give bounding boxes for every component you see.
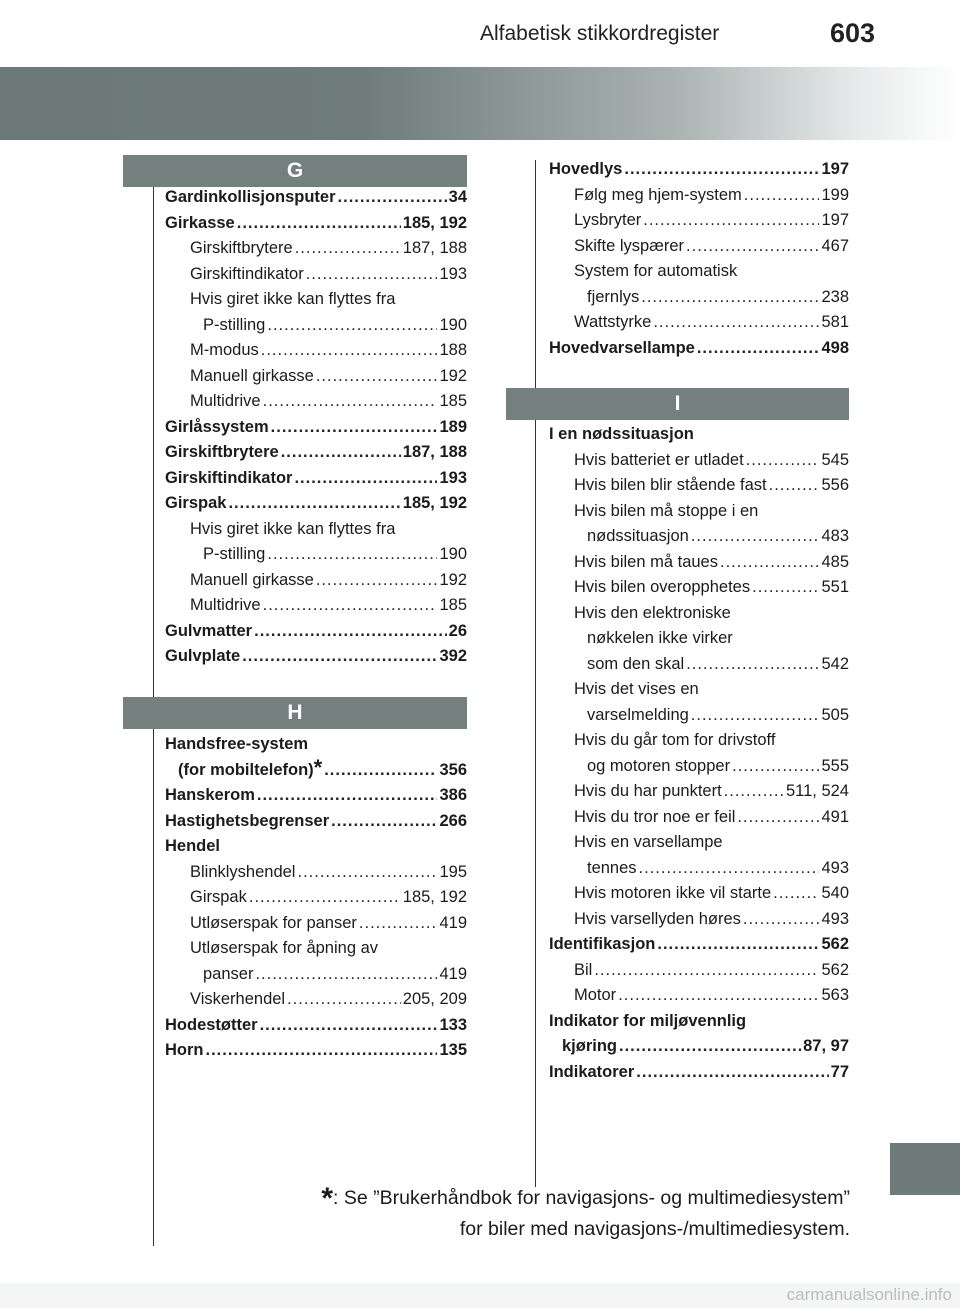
index-entry (165, 619, 467, 645)
dot-leader (639, 856, 820, 882)
index-term: P-stilling (203, 545, 266, 563)
index-entry (549, 499, 849, 525)
index-term: Wattstyrke (574, 313, 652, 331)
index-term: kjøring (562, 1037, 618, 1055)
index-term: Gardinkollisjonsputer (165, 188, 336, 206)
index-term: Multidrive (190, 392, 261, 410)
footnote (250, 1183, 850, 1244)
section-header-g: G (123, 155, 467, 187)
index-entry (165, 491, 467, 517)
index-entry (165, 1013, 467, 1039)
page-reference: 266 (439, 811, 467, 830)
page-reference: 467 (821, 236, 849, 255)
dot-leader (257, 783, 438, 809)
page-reference: 185, 192 (402, 888, 467, 906)
dot-leader (316, 568, 438, 594)
index-term: Manuell girkasse (190, 570, 314, 589)
index-term: Lysbryter (574, 211, 642, 229)
footnote-line-2: for biler med navigasjons-/multimediesystem. (459, 1218, 850, 1240)
dot-leader (255, 962, 437, 988)
column-divider-left (153, 185, 154, 697)
page-reference: 485 (821, 552, 849, 571)
index-list-i (549, 422, 849, 1085)
dot-leader (331, 809, 437, 835)
index-term: Bil (574, 960, 593, 979)
index-entry (165, 440, 467, 466)
index-term: Hovedvarsellampe (549, 338, 695, 357)
index-term: Hendel (165, 837, 221, 855)
index-entry (549, 208, 849, 234)
section-thumb-tab (890, 1143, 960, 1195)
page-reference: 26 (448, 621, 467, 640)
index-list-h (165, 732, 467, 1064)
dot-leader (237, 211, 401, 237)
index-entry (165, 809, 467, 835)
index-entry (549, 652, 849, 678)
dot-leader (732, 754, 819, 780)
dot-leader (263, 593, 438, 619)
index-term: Gulvmatter (165, 621, 253, 640)
index-entry (165, 1038, 467, 1064)
index-term: Skifte lyspærer (574, 236, 685, 255)
index-term: varselmelding (587, 705, 689, 724)
dot-leader (653, 310, 819, 336)
index-entry (549, 473, 849, 499)
index-entry (165, 568, 467, 594)
index-entry (165, 593, 467, 619)
index-term: Hovedlys (549, 160, 623, 178)
index-entry (549, 1009, 849, 1035)
index-term: Hvis bilen blir stående fast (574, 476, 767, 494)
dot-leader (228, 491, 400, 517)
index-entry (549, 805, 849, 831)
dot-leader (306, 262, 438, 288)
dot-leader (697, 336, 820, 362)
index-term: Gulvplate (165, 647, 241, 665)
dot-leader (249, 885, 401, 911)
page-reference: 185 (439, 392, 467, 410)
index-entry (549, 958, 849, 984)
index-term: Utløserspak for panser (190, 913, 357, 932)
dot-leader (206, 1038, 438, 1064)
page-reference: 545 (821, 450, 849, 469)
page-reference: 498 (821, 338, 849, 357)
index-entry (549, 779, 849, 805)
page-reference: 190 (439, 315, 467, 334)
page-reference: 189 (439, 417, 467, 436)
index-term: Girskiftindikator (165, 468, 293, 487)
index-term: Horn (165, 1041, 204, 1059)
column-divider-left-lower (153, 729, 154, 1246)
index-term: Girspak (190, 888, 247, 906)
page-reference: 192 (439, 570, 467, 589)
index-list-g (165, 185, 467, 670)
index-entry (165, 542, 467, 568)
index-entry (549, 336, 849, 362)
index-term: Multidrive (190, 596, 261, 614)
dot-leader (624, 157, 819, 183)
index-term: System for automatisk (574, 262, 738, 280)
dot-leader (691, 524, 820, 550)
index-entry (165, 236, 467, 262)
index-entry (549, 703, 849, 729)
index-term: Viskerhendel (190, 990, 286, 1008)
header-banner (0, 67, 960, 140)
dot-leader (752, 575, 819, 601)
page-reference: 188 (439, 341, 467, 359)
page-reference: 238 (821, 287, 849, 306)
index-term: Blinklyshendel (190, 862, 296, 881)
page-reference: 483 (821, 527, 849, 545)
index-entry (165, 313, 467, 339)
index-entry (165, 338, 467, 364)
index-term: Hvis bilen må stoppe i en (574, 501, 759, 520)
section-header-h: H (123, 697, 467, 729)
index-entry (165, 732, 467, 758)
page-reference: 491 (821, 807, 849, 826)
index-entry (549, 881, 849, 907)
page-reference: 493 (821, 909, 849, 928)
dot-leader (267, 542, 437, 568)
index-term: Girspak (165, 494, 227, 512)
index-term: Hvis den elektroniske (574, 603, 731, 622)
page-reference: 190 (439, 545, 467, 563)
dot-leader (746, 448, 820, 474)
index-entry (165, 211, 467, 237)
index-term: Girkasse (165, 213, 235, 232)
index-entry (549, 285, 849, 311)
watermark-bar (0, 1283, 960, 1308)
index-entry (549, 601, 849, 627)
index-entry (549, 448, 849, 474)
index-term: Hvis en varsellampe (574, 833, 723, 851)
section-header-i: I (506, 388, 849, 420)
page-reference: 87, 97 (803, 1037, 849, 1055)
dot-leader (641, 285, 819, 311)
page-reference: 199 (821, 185, 849, 204)
dot-leader (743, 907, 820, 933)
dot-leader (261, 338, 438, 364)
index-term: Handsfree-system (165, 735, 309, 753)
page-reference: 419 (439, 913, 467, 932)
index-entry (549, 183, 849, 209)
index-term: Hvis du går tom for drivstoff (574, 731, 776, 749)
index-entry (165, 287, 467, 313)
page-reference: 493 (821, 858, 849, 877)
index-entry (549, 626, 849, 652)
index-entry (549, 830, 849, 856)
index-entry: (for mobiltelefon) * ..... 356 (165, 758, 467, 784)
dot-leader (769, 473, 820, 499)
dot-leader (618, 983, 819, 1009)
page-reference: 187, 188 (402, 239, 467, 257)
index-entry (549, 524, 849, 550)
index-term: Girlåssystem (165, 417, 269, 436)
index-term: Girskiftbrytere (165, 443, 279, 461)
index-entry (165, 987, 467, 1013)
index-entry (165, 962, 467, 988)
index-term: Girskiftbrytere (190, 239, 293, 257)
index-term: (for mobiltelefon) (178, 760, 314, 779)
page-reference: 197 (821, 211, 849, 229)
index-entry (165, 517, 467, 543)
dot-leader (287, 987, 401, 1013)
index-term: Indikatorer (549, 1062, 635, 1081)
watermark-text: carmanualsonline.info (786, 1285, 952, 1304)
page-reference: 392 (439, 647, 467, 665)
index-entry (165, 415, 467, 441)
index-term: nødssituasjon (587, 527, 689, 545)
index-term: Hvis bilen må taues (574, 552, 718, 571)
dot-leader (316, 364, 438, 390)
dot-leader (267, 313, 437, 339)
index-term: nøkkelen ikke virker (587, 629, 733, 647)
index-term: tennes (587, 858, 637, 877)
dot-leader (271, 415, 438, 441)
index-entry (549, 575, 849, 601)
page-reference: 135 (439, 1041, 467, 1059)
dot-leader (691, 703, 820, 729)
footnote-line-1: : Se ”Brukerhåndbok for navigasjons- og multimediesystem” (333, 1187, 850, 1209)
dot-leader (619, 1034, 801, 1060)
dot-leader (594, 958, 819, 984)
page-reference: 542 (821, 654, 849, 673)
index-entry (549, 157, 849, 183)
index-entry (165, 860, 467, 886)
dot-leader (643, 208, 819, 234)
page-number: 603 (830, 18, 876, 48)
dot-leader (737, 805, 819, 831)
index-term: Hodestøtter (165, 1015, 258, 1034)
page-reference: 133 (439, 1015, 467, 1034)
dot-leader (720, 550, 819, 576)
index-term: P-stilling (203, 315, 266, 334)
dot-leader (281, 440, 401, 466)
index-term: Girskiftindikator (190, 264, 304, 283)
index-term: I en nødssituasjon (549, 425, 694, 443)
index-entry (549, 728, 849, 754)
dot-leader (263, 389, 438, 415)
index-term: Hvis det vises en (574, 680, 699, 698)
dot-leader (359, 911, 438, 937)
footnote-marker: * (321, 1182, 334, 1215)
page-reference: 205, 209 (402, 990, 467, 1008)
index-entry (549, 754, 849, 780)
page-reference: 185, 192 (402, 494, 467, 512)
index-entry (549, 1034, 849, 1060)
page-reference: 562 (821, 935, 849, 953)
page-reference: 356 (439, 760, 467, 779)
dot-leader (773, 881, 819, 907)
page-reference: 192 (439, 366, 467, 385)
page-reference: 185, 192 (402, 213, 467, 232)
index-term: Hvis varsellyden høres (574, 909, 741, 928)
index-term: Motor (574, 986, 617, 1004)
dot-leader (744, 183, 820, 209)
page-reference: 563 (821, 986, 849, 1004)
index-entry (165, 644, 467, 670)
index-entry (165, 389, 467, 415)
index-entry (549, 1060, 849, 1086)
dot-leader (724, 779, 784, 805)
dot-leader (636, 1060, 828, 1086)
index-entry (549, 677, 849, 703)
index-term: Identifikasjon (549, 935, 656, 953)
dot-leader (324, 758, 437, 784)
index-entry (549, 983, 849, 1009)
page-reference: 419 (439, 964, 467, 983)
page-reference: 185 (439, 596, 467, 614)
index-term: som den skal (587, 654, 685, 673)
page-reference: 193 (439, 264, 467, 283)
index-entry (549, 422, 849, 448)
index-entry (549, 550, 849, 576)
index-term: M-modus (190, 341, 259, 359)
dot-leader (294, 466, 437, 492)
page-reference: 562 (821, 960, 849, 979)
dot-leader (657, 932, 819, 958)
index-entry (165, 885, 467, 911)
index-entry (549, 907, 849, 933)
page-reference: 540 (821, 884, 849, 902)
index-term: Manuell girkasse (190, 366, 314, 385)
index-entry (549, 234, 849, 260)
page-reference: 555 (821, 756, 849, 775)
index-entry (165, 834, 467, 860)
index-term: Hvis giret ikke kan flyttes fra (190, 519, 396, 538)
index-term: Hvis giret ikke kan flyttes fra (190, 290, 396, 308)
page-reference: 34 (448, 188, 467, 206)
dot-leader (260, 1013, 438, 1039)
index-term: fjernlys (587, 287, 640, 306)
dot-leader (297, 860, 437, 886)
index-term: Indikator for miljøvennlig (549, 1011, 747, 1030)
page-reference: 511, 524 (785, 782, 849, 800)
page-reference: 551 (821, 578, 849, 596)
index-entry (165, 936, 467, 962)
index-entry (549, 259, 849, 285)
index-entry (165, 262, 467, 288)
dot-leader (242, 644, 437, 670)
page-reference: 386 (439, 786, 467, 804)
index-entry (549, 856, 849, 882)
index-entry (549, 310, 849, 336)
index-entry (165, 185, 467, 211)
index-entry (165, 466, 467, 492)
index-entry (549, 932, 849, 958)
index-term: Hvis motoren ikke vil starte (574, 884, 772, 902)
page-reference: 195 (439, 862, 467, 881)
index-list-h-continued (549, 157, 849, 361)
index-term: Følg meg hjem-system (574, 185, 742, 204)
index-entry (165, 364, 467, 390)
index-term: panser (203, 964, 254, 983)
dot-leader (686, 234, 819, 260)
page-reference: 197 (821, 160, 849, 178)
index-term: og motoren stopper (587, 756, 731, 775)
page-reference: 581 (821, 313, 849, 331)
dot-leader (686, 652, 819, 678)
index-entry (165, 783, 467, 809)
page-reference: 556 (821, 476, 849, 494)
index-term: Hastighetsbegrenser (165, 811, 330, 830)
index-term: Hvis batteriet er utladet (574, 450, 744, 469)
index-term: Hvis du har punktert (574, 782, 722, 800)
dot-leader (338, 185, 447, 211)
index-entry (165, 911, 467, 937)
page-reference: 505 (821, 705, 849, 724)
page-reference: 187, 188 (402, 443, 467, 461)
running-header: Alfabetisk stikkordregister (480, 22, 720, 45)
dot-leader (254, 619, 447, 645)
index-term: Hanskerom (165, 786, 255, 804)
column-divider-middle (535, 160, 536, 1187)
index-term: Hvis du tror noe er feil (574, 807, 736, 826)
index-term: Utløserspak for åpning av (190, 939, 379, 957)
index-term: Hvis bilen overopphetes (574, 578, 751, 596)
page-reference: 77 (830, 1062, 849, 1081)
page-reference: 193 (439, 468, 467, 487)
dot-leader (295, 236, 401, 262)
